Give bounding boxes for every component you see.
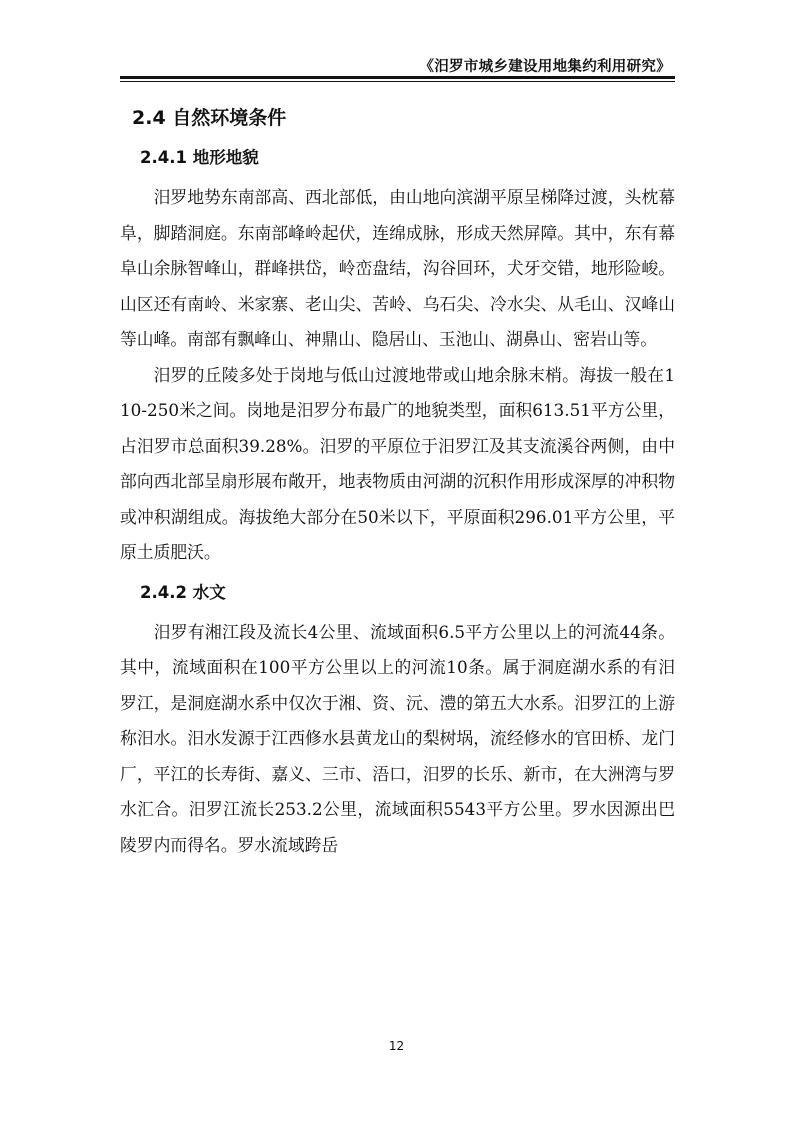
running-header-title: 《汨罗市城乡建设用地集约利用研究》 xyxy=(419,59,671,75)
subsection-heading-hydrology: 2.4.2 水文 xyxy=(140,582,226,602)
paragraph-hydrology-1: 汨罗有湘江段及流长4公里、流域面积6.5平方公里以上的河流44条。其中，流域面积在100平方公里以上的河流10条。属于洞庭湖水系的有汨罗江，是洞庭湖水系中仅次于湘、资、沅、澧的第五大水系。汨罗江的上游称汨水。汨水发源于江西修水县黄龙山的梨树埚，流经修水的官田桥、龙门厂，平江的长寿街、嘉义、三市、浯口，汨罗的长乐、新市，在大洲湾与罗水汇合。汨罗江流长253.2公里，流域面积5543平方公里。罗水因源出巴陵罗内而得名。罗水流域跨岳 xyxy=(120,621,675,855)
header-rule-thick xyxy=(120,76,675,79)
section-heading: 2.4 自然环境条件 xyxy=(132,107,287,129)
subsection-heading-terrain: 2.4.1 地形地貌 xyxy=(140,148,259,167)
paragraph-terrain-1: 汨罗地势东南部高、西北部低，由山地向滨湖平原呈梯降过渡，头枕幕阜，脚踏洞庭。东南部峰岭起伏，连绵成脉，形成天然屏障。其中，东有幕阜山余脉智峰山，群峰拱岱，岭峦盘结，沟谷回环，犬牙交错，地形险峻。山区还有南岭、米家寨、老山尖、苦岭、乌石尖、冷水尖、从毛山、汉峰山等山峰。南部有飘峰山、神鼎山、隐居山、玉池山、湖鼻山、密岩山等。 xyxy=(120,187,675,349)
page-body xyxy=(120,100,675,863)
header-rule-thin xyxy=(120,81,675,82)
page-number: 12 xyxy=(388,1039,405,1053)
paragraph-terrain-2: 汨罗的丘陵多处于岗地与低山过渡地带或山地余脉末梢。海拔一般在110-250米之间。岗地是汨罗分布最广的地貌类型，面积613.51平方公里，占汨罗市总面积39.28%。汨罗的平原位于汨罗江及其支流溪谷两侧，由中部向西北部呈扇形展布敞开，地表物质由河湖的沉积作用形成深厚的冲积物或冲积湖组成。海拔绝大部分在50米以下，平原面积296.01平方公里，平原土质肥沃。 xyxy=(120,364,675,562)
